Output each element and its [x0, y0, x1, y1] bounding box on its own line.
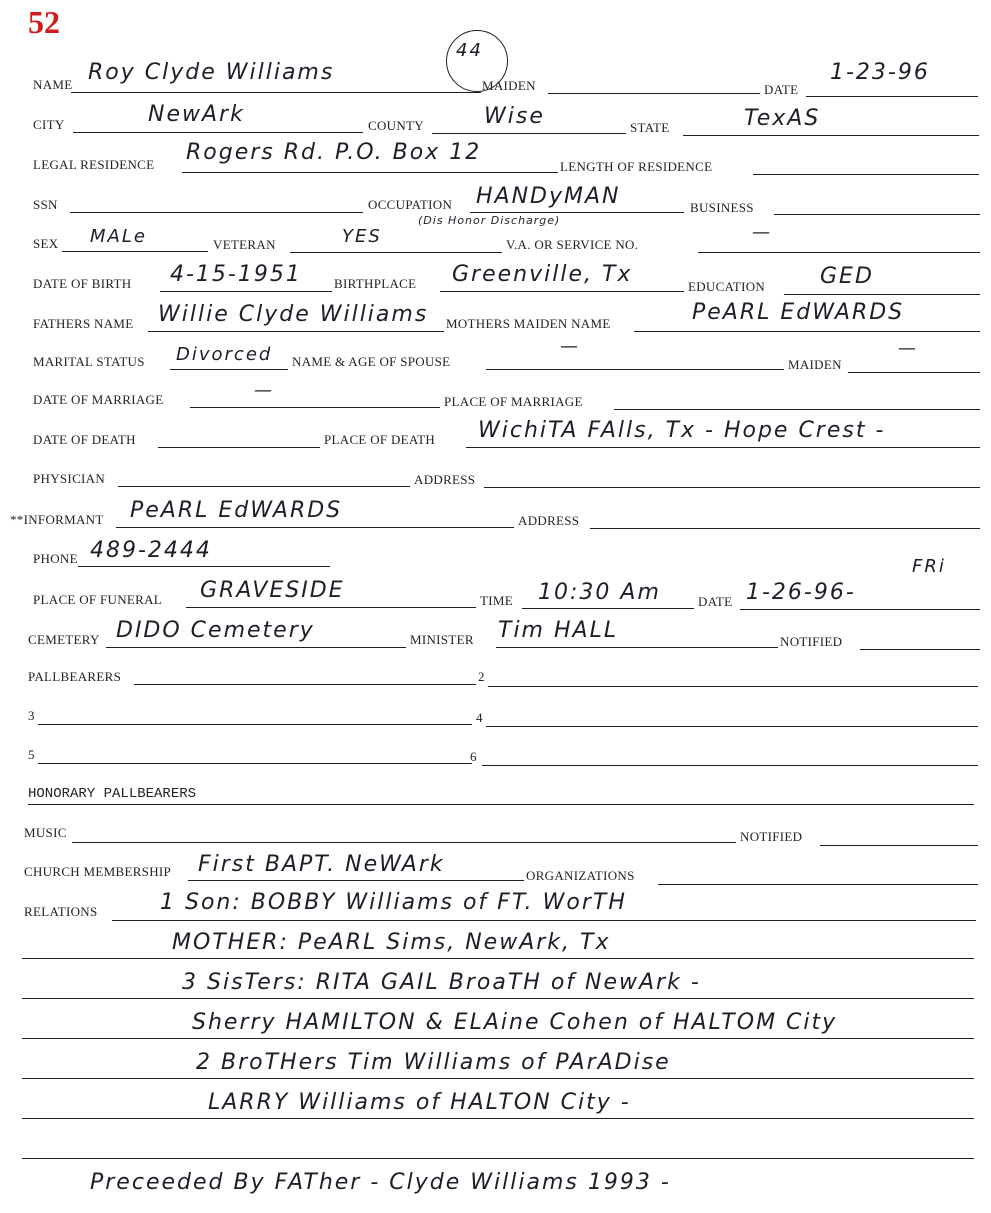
church-membership-label: CHURCH MEMBERSHIP: [24, 864, 172, 879]
pallbearer-6-label: 6: [470, 749, 477, 764]
veteran-value: YES: [342, 226, 382, 247]
state-value: TexAS: [744, 106, 821, 131]
occupation-value: HANDyMAN: [476, 184, 621, 209]
funeral-date-label: DATE: [698, 594, 733, 609]
marital-status-value: Divorced: [176, 344, 273, 365]
legal-residence-value: Rogers Rd. P.O. Box 12: [186, 140, 482, 165]
date-of-marriage-value: —: [254, 380, 274, 401]
music-label: MUSIC: [24, 825, 67, 840]
education-label: EDUCATION: [688, 279, 766, 294]
va-service-no-label: V.A. OR SERVICE NO.: [506, 237, 639, 252]
veteran-label: VETERAN: [213, 237, 276, 252]
relations-line-5: 2 BroTHers Tim Williams of PArADise: [196, 1050, 671, 1075]
minister-label: MINISTER: [410, 632, 474, 647]
date-of-marriage-label: DATE OF MARRIAGE: [33, 392, 164, 407]
mothers-maiden-name-value: PeARL EdWARDS: [692, 300, 905, 325]
music-notified-label: NOTIFIED: [740, 829, 803, 844]
sex-label: SEX: [33, 236, 59, 251]
name-label: NAME: [33, 77, 73, 92]
time-label: TIME: [480, 593, 513, 608]
informant-label: **INFORMANT: [10, 512, 104, 527]
notified-label: NOTIFIED: [780, 634, 843, 649]
birthplace-label: BIRTHPLACE: [334, 276, 417, 291]
cemetery-label: CEMETERY: [28, 632, 100, 647]
marital-status-label: MARITAL STATUS: [33, 354, 145, 369]
circled-number: 44: [456, 40, 483, 61]
place-of-death-label: PLACE OF DEATH: [324, 432, 436, 447]
pallbearer-3-label: 3: [28, 708, 35, 723]
place-of-marriage-label: PLACE OF MARRIAGE: [444, 394, 583, 409]
ssn-label: SSN: [33, 197, 58, 212]
relations-label: RELATIONS: [24, 904, 98, 919]
date-label: DATE: [764, 82, 799, 97]
relations-line-3: 3 SisTers: RITA GAIL BroaTH of NewArk -: [182, 970, 701, 995]
preceded-by-note: Preceeded By FATher - Clyde Williams 1993 -: [90, 1170, 671, 1195]
name-age-spouse-label: NAME & AGE OF SPOUSE: [292, 354, 451, 369]
church-membership-value: First BAPT. NeWArk: [198, 852, 445, 877]
business-label: BUSINESS: [690, 200, 754, 215]
maiden-label: MAIDEN: [482, 78, 536, 93]
va-service-no-value: —: [752, 222, 772, 243]
place-of-death-value: WichiTA FAlls, Tx - Hope Crest -: [478, 418, 886, 443]
honorary-pallbearers-label: HONORARY PALLBEARERS: [28, 786, 197, 802]
city-label: CITY: [33, 117, 65, 132]
date-of-death-label: DATE OF DEATH: [33, 432, 136, 447]
pallbearer-5-label: 5: [28, 747, 35, 762]
phone-value: 489-2444: [90, 538, 212, 563]
relations-line-4: Sherry HAMILTON & ELAine Cohen of HALTOM City: [192, 1010, 838, 1035]
place-of-funeral-value: GRAVESIDE: [200, 578, 345, 603]
minister-value: Tim HALL: [498, 618, 619, 643]
date-value: 1-23-96: [830, 60, 930, 85]
birthplace-value: Greenville, Tx: [452, 262, 633, 287]
date-of-birth-label: DATE OF BIRTH: [33, 276, 132, 291]
phone-label: PHONE: [33, 551, 78, 566]
organizations-label: ORGANIZATIONS: [526, 868, 635, 883]
legal-residence-label: LEGAL RESIDENCE: [33, 157, 155, 172]
place-of-funeral-label: PLACE OF FUNERAL: [33, 592, 163, 607]
informant-address-label: ADDRESS: [518, 513, 580, 528]
physician-address-label: ADDRESS: [414, 472, 476, 487]
relations-line-1: 1 Son: BOBBY Williams of FT. WorTH: [160, 890, 627, 915]
spouse-maiden-label: MAIDEN: [788, 357, 842, 372]
fathers-name-value: Willie Clyde Williams: [158, 302, 429, 327]
county-label: COUNTY: [368, 118, 424, 133]
name-age-spouse-value: —: [560, 336, 580, 357]
physician-label: PHYSICIAN: [33, 471, 106, 486]
relations-line-6: LARRY Williams of HALTON City -: [208, 1090, 631, 1115]
city-value: NewArk: [148, 102, 245, 127]
length-of-residence-label: LENGTH OF RESIDENCE: [560, 159, 713, 174]
funeral-date-value: 1-26-96-: [746, 580, 856, 605]
relations-line-2: MOTHER: PeARL Sims, NewArk, Tx: [172, 930, 611, 955]
pallbearers-label: PALLBEARERS: [28, 669, 122, 684]
date-of-birth-value: 4-15-1951: [170, 262, 302, 287]
spouse-maiden-value: —: [898, 338, 918, 359]
fathers-name-label: FATHERS NAME: [33, 316, 134, 331]
cemetery-value: DIDO Cemetery: [116, 618, 315, 643]
time-value: 10:30 Am: [538, 580, 661, 605]
education-value: GED: [820, 264, 874, 289]
sex-value: MALe: [90, 226, 147, 247]
discharge-note: (Dis Honor Discharge): [418, 214, 561, 227]
county-value: Wise: [484, 104, 545, 129]
pallbearer-4-label: 4: [476, 710, 483, 725]
informant-value: PeARL EdWARDS: [130, 498, 343, 523]
name-value: Roy Clyde Williams: [88, 60, 335, 85]
page-number: 52: [28, 4, 60, 40]
funeral-day-value: FRi: [912, 556, 946, 577]
pallbearer-2-label: 2: [478, 669, 485, 684]
occupation-label: OCCUPATION: [368, 197, 453, 212]
mothers-maiden-name-label: MOTHERS MAIDEN NAME: [446, 316, 611, 331]
state-label: STATE: [630, 120, 670, 135]
